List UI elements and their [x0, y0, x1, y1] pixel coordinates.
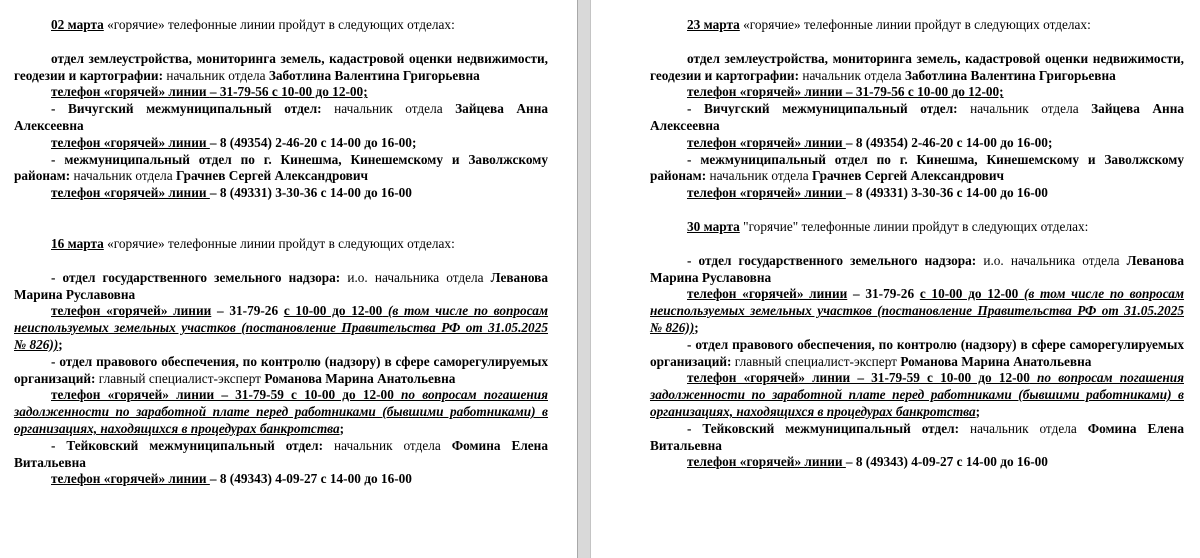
hotline-phone: [650, 84, 1184, 101]
department-entry: [650, 152, 1184, 186]
hotline-phone: [650, 454, 1184, 471]
section-heading: [650, 219, 1184, 236]
position-title: начальник отдела: [706, 168, 813, 184]
person-name: Романова Марина Анатольевна: [264, 370, 456, 386]
person-name: Грачнев Сергей Александрович: [176, 168, 368, 184]
section-intro: «горячие» телефонные линии пройдут в следующих отделах:: [103, 235, 455, 251]
hotline-note: (в том числе по вопросам неиспользуемых земельных участков (постановление Правительства РФ от 31.05.2025 № 826)): [14, 303, 549, 352]
department-entry: [650, 421, 1184, 455]
person-name: Зайцева Анна Алексеевна: [14, 101, 549, 133]
hotline-phone: [14, 135, 548, 152]
hotline-number: – 8 (49331) 3-30-36 с 14-00 до 16-00: [845, 185, 1048, 201]
person-name: Фомина Елена Витальевна: [650, 420, 1184, 453]
hotline-number: – 31-79-56 с 10-00 до 12-00;: [209, 84, 368, 100]
position-title: главный специалист-эксперт: [731, 353, 901, 369]
person-name: Зайцева Анна Алексеевна: [650, 101, 1185, 133]
hotline-label: телефон «горячей» линии: [51, 303, 212, 319]
position-title: и.о. начальника отдела: [976, 252, 1127, 268]
hotline-number: – 31-79-26: [211, 303, 284, 319]
hotline-number: – 8 (49354) 2-46-20 с 14-00 до 16-00;: [845, 134, 1053, 150]
department-name: - отдел государственного земельного надзора:: [687, 252, 977, 268]
department-entry: [14, 354, 548, 388]
hotline-note: по вопросам погашения задолженности по заработной плате перед работниками (бывшими работниками) в организациях, находящихся в процедурах банкротства: [650, 370, 1184, 419]
department-entry: [14, 438, 548, 472]
position-title: и.о. начальника отдела: [340, 269, 491, 285]
section-date: 16 марта: [51, 235, 104, 251]
section-date: 02 марта: [51, 17, 104, 32]
department-entry: [650, 101, 1184, 135]
hotline-number: – 31-79-26: [847, 286, 920, 302]
hotline-phone: [14, 471, 548, 488]
position-title: начальник отдела: [959, 420, 1088, 436]
department-name: - отдел правового обеспечения, по контролю (надзору) в сфере саморегулируемых организаций:: [650, 336, 1184, 369]
hotline-phone: [650, 185, 1184, 202]
department-name: - отдел государственного земельного надзора:: [51, 269, 341, 285]
section-heading: [14, 236, 548, 253]
department-name: - Тейковский межмуниципальный отдел:: [687, 420, 960, 436]
position-title: начальник отдела: [321, 101, 456, 117]
department-name: - отдел правового обеспечения, по контролю (надзору) в сфере саморегулируемых организаций:: [14, 353, 548, 386]
document-page-left: [14, 0, 548, 558]
hotline-number: – 8 (49331) 3-30-36 с 14-00 до 16-00: [209, 185, 412, 201]
hotline-phone: [14, 303, 548, 353]
hotline-phone: [14, 387, 548, 437]
person-name: Леванова Марина Руславовна: [14, 269, 549, 302]
department-name: - межмуниципальный отдел по г. Кинешма, Кинешемскому и Заволжскому районам:: [650, 151, 1184, 184]
department-entry: [14, 51, 548, 85]
hotline-label: телефон «горячей» линии: [51, 471, 210, 487]
person-name: Заботлина Валентина Григорьевна: [904, 67, 1116, 83]
department-name: - межмуниципальный отдел по г. Кинешма, Кинешемскому и Заволжскому районам:: [14, 151, 548, 184]
department-entry: [14, 101, 548, 135]
department-entry: [14, 152, 548, 186]
hotline-label: телефон «горячей» линии: [687, 134, 846, 150]
hotline-phone: [650, 135, 1184, 152]
document-page-right: [650, 0, 1184, 558]
hotline-phone: [650, 370, 1184, 420]
hotline-phone: [650, 286, 1184, 336]
person-name: Грачнев Сергей Александрович: [812, 168, 1004, 184]
hotline-hours: с 10-00 до 12-00: [283, 303, 383, 319]
person-name: Романова Марина Анатольевна: [900, 353, 1092, 369]
section-heading: [14, 17, 548, 34]
department-entry: [14, 270, 548, 304]
position-title: начальник отдела: [163, 67, 269, 83]
hotline-hours: с 10-00 до 12-00: [919, 286, 1019, 302]
hotline-label: телефон «горячей» линии: [687, 286, 848, 302]
hotline-label: телефон «горячей» линии: [51, 185, 210, 201]
hotline-end: ;: [975, 403, 981, 419]
hotline-end: ;: [58, 336, 63, 352]
hotline-number: – 8 (49343) 4-09-27 с 14-00 до 16-00: [209, 471, 412, 487]
section-date: 23 марта: [687, 17, 740, 32]
department-name: отдел землеустройства, мониторинга земель, кадастровой оценки недвижимости, геодезии и картографии:: [14, 50, 548, 83]
section-intro: «горячие» телефонные линии пройдут в следующих отделах:: [103, 17, 455, 32]
position-title: начальник отдела: [323, 437, 452, 453]
section-date: 30 марта: [687, 218, 740, 234]
section-intro: «горячие» телефонные линии пройдут в следующих отделах:: [739, 17, 1091, 32]
department-entry: [650, 51, 1184, 85]
position-title: главный специалист-эксперт: [95, 370, 265, 386]
hotline-label: телефон «горячей» линии: [51, 84, 210, 100]
person-name: Фомина Елена Витальевна: [14, 437, 548, 470]
hotline-number: – 8 (49343) 4-09-27 с 14-00 до 16-00: [845, 454, 1048, 470]
hotline-label: телефон «горячей» линии – 31-79-59 с 10-00 до 12-00: [51, 387, 394, 403]
hotline-label: телефон «горячей» линии: [51, 134, 210, 150]
section-intro: "горячие" телефонные линии пройдут в следующих отделах:: [739, 218, 1089, 234]
position-title: начальник отдела: [799, 67, 905, 83]
department-name: - Вичугский межмуниципальный отдел:: [51, 101, 322, 117]
position-title: начальник отдела: [70, 168, 177, 184]
hotline-note: по вопросам погашения задолженности по заработной плате перед работниками (бывшими работниками) в организациях, находящихся в процедурах банкротства: [14, 387, 548, 436]
section-heading: [650, 17, 1184, 34]
position-title: начальник отдела: [957, 101, 1092, 117]
department-entry: [650, 253, 1184, 287]
hotline-note: (в том числе по вопросам неиспользуемых земельных участков (постановление Правительства РФ от 31.05.2025 № 826)): [650, 286, 1185, 335]
department-name: - Тейковский межмуниципальный отдел:: [51, 437, 324, 453]
person-name: Леванова Марина Руславовна: [650, 252, 1185, 285]
person-name: Заботлина Валентина Григорьевна: [268, 67, 480, 83]
hotline-end: ;: [694, 319, 699, 335]
page-divider: [577, 0, 591, 558]
hotline-phone: [14, 185, 548, 202]
hotline-label: телефон «горячей» линии – 31-79-59 с 10-00 до 12-00: [687, 370, 1030, 386]
hotline-number: – 8 (49354) 2-46-20 с 14-00 до 16-00;: [209, 134, 417, 150]
department-name: - Вичугский межмуниципальный отдел:: [687, 101, 958, 117]
hotline-label: телефон «горячей» линии – 31-79-56 с 10-00 до 12-00;: [687, 84, 1004, 100]
hotline-phone: [14, 84, 548, 101]
department-name: отдел землеустройства, мониторинга земель, кадастровой оценки недвижимости, геодезии и картографии:: [650, 50, 1184, 83]
hotline-label: телефон «горячей» линии: [687, 185, 846, 201]
department-entry: [650, 337, 1184, 371]
hotline-end: ;: [339, 420, 345, 436]
hotline-label: телефон «горячей» линии: [687, 454, 846, 470]
